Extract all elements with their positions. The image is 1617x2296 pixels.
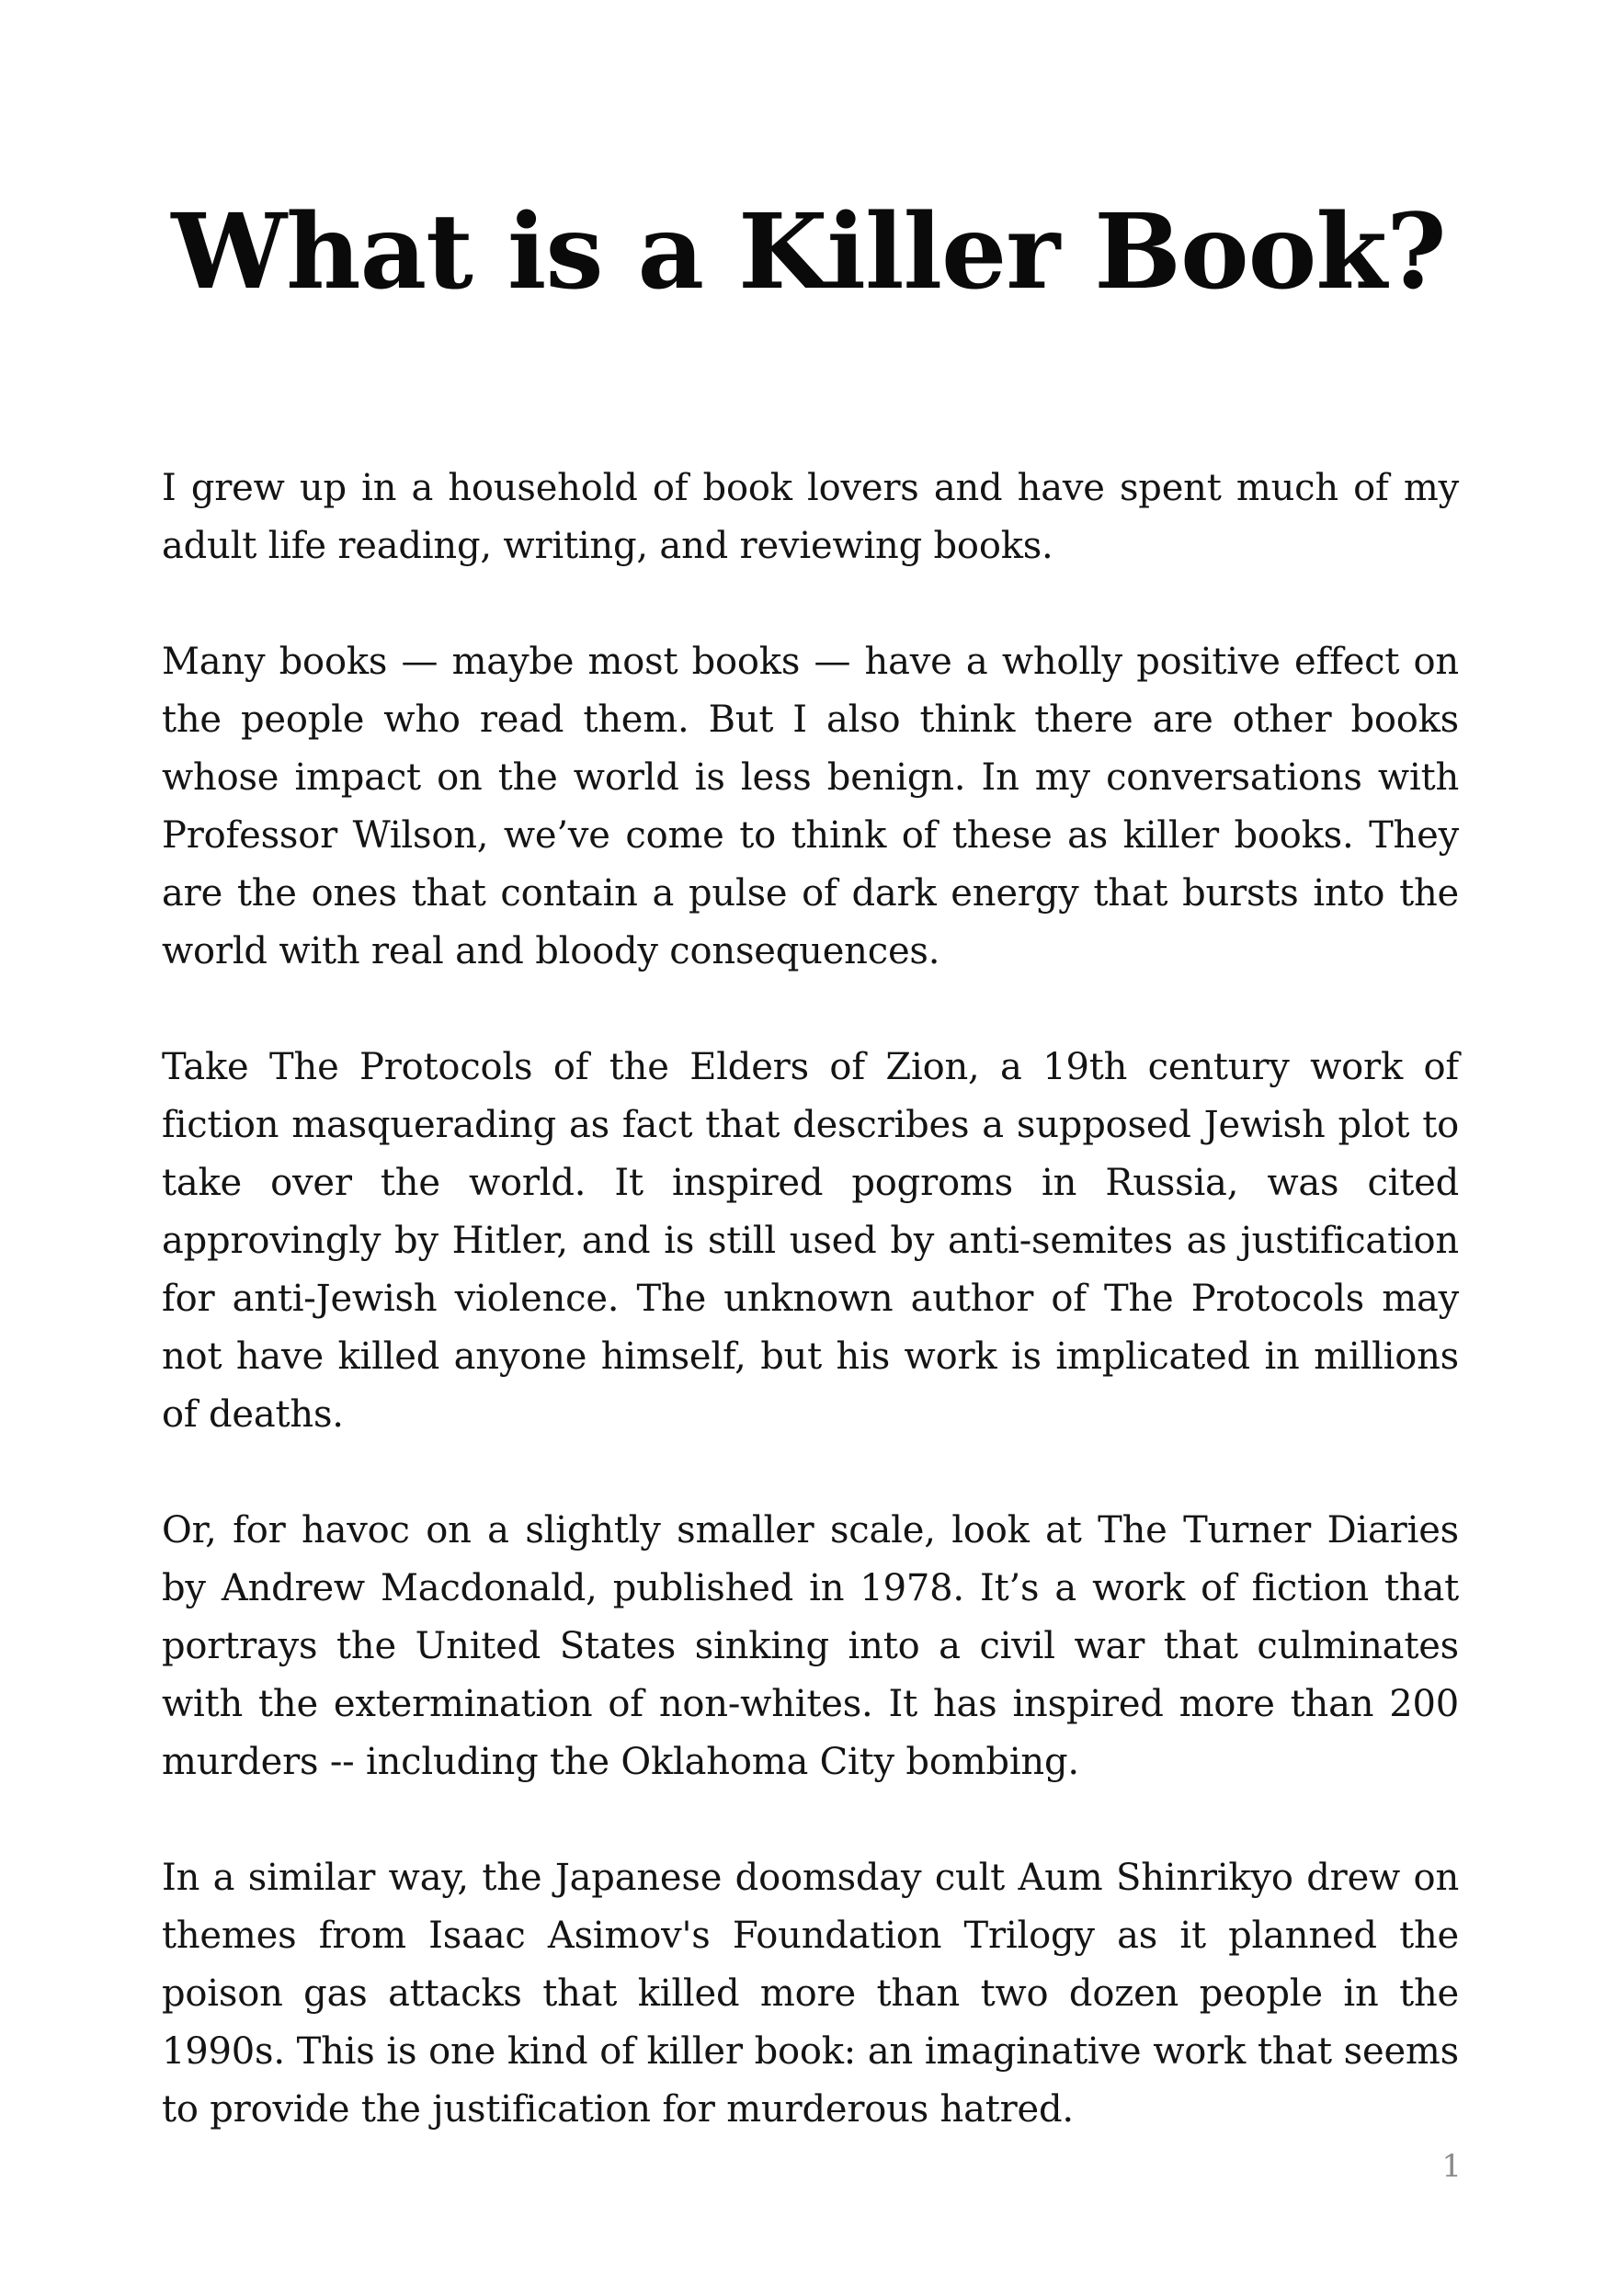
paragraph-1: I grew up in a household of book lovers and have spent much of my adult life reading, writing, and reviewing books. (162, 467, 1459, 567)
page-number: 1 (1441, 2148, 1462, 2185)
page-title: What is a Killer Book? (171, 192, 1446, 313)
paragraph-3: Take The Protocols of the Elders of Zion, a 19th century work of fiction masquerading as fact that describes a supposed Jewish plot to take over the world. It inspired pogroms in Russia, was cited approvingly by Hitler, and is still used by anti-semites as justification for anti-Jewish violence. The unknown author of The Protocols may not have killed anyone himself, but his work is implicated in millions of deaths. (162, 1046, 1459, 1436)
paragraph-2: Many books — maybe most books — have a wholly positive effect on the people who read them. But I also think there are other books whose impact on the world is less benign. In my conversations with Professor Wilson, we’ve come to think of these as killer books. They are the ones that contain a pulse of dark energy that bursts into the world with real and bloody consequences. (162, 641, 1459, 972)
body-text (162, 460, 1459, 2139)
paragraph-4: Or, for havoc on a slightly smaller scale, look at The Turner Diaries by Andrew Macdonald, published in 1978. It’s a work of fiction that portrays the United States sinking into a civil war that culminates with the extermination of non-whites. It has inspired more than 200 murders -- including the Oklahoma City bombing. (162, 1509, 1459, 1783)
paragraph-5: In a similar way, the Japanese doomsday cult Aum Shinrikyo drew on themes from Isaac Asimov's Foundation Trilogy as it planned the poison gas attacks that killed more than two dozen people in the 1990s. This is one kind of killer book: an imaginative work that seems to provide the justification for murderous hatred. (162, 1857, 1459, 2131)
